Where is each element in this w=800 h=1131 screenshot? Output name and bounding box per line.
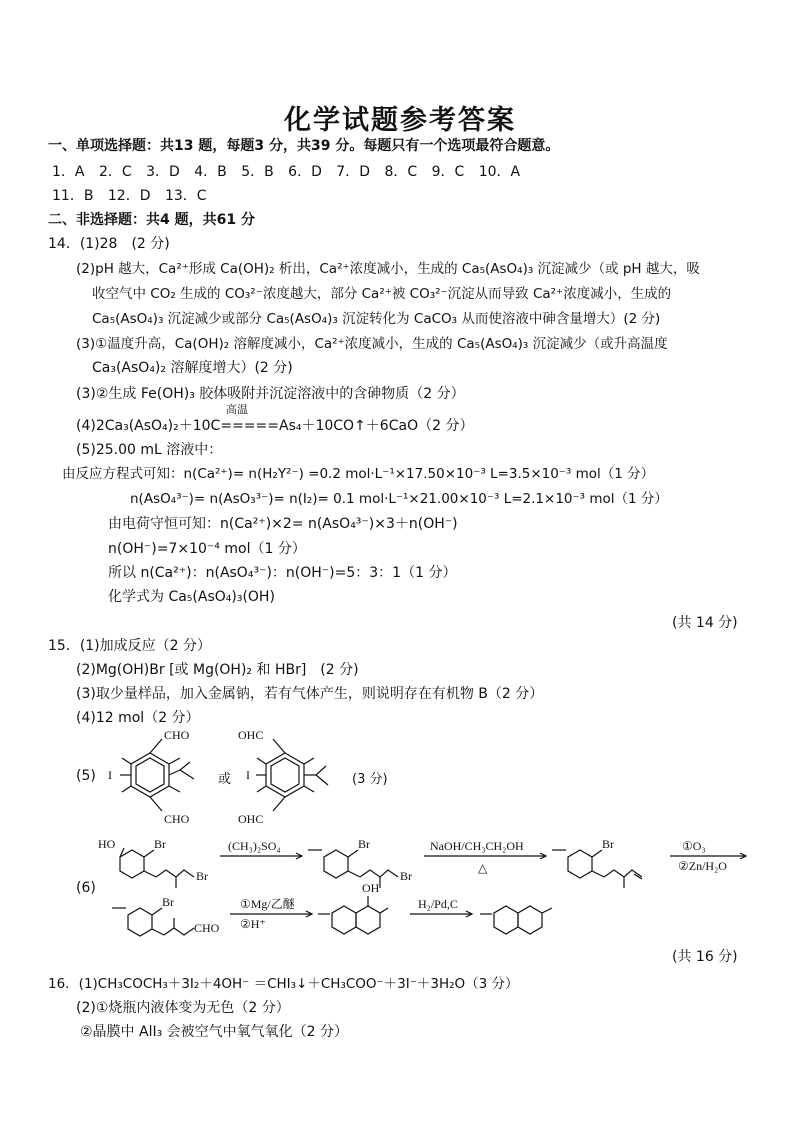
q14-line-13: n(OH⁻)=7×10⁻⁴ mol（1 分） — [108, 541, 306, 557]
br-4: Br — [400, 869, 412, 883]
cho-top: CHO — [164, 728, 190, 742]
q16-line-2: (2)①烧瓶内液体变为无色（2 分） — [76, 1000, 290, 1016]
answer-11: 11．B — [52, 188, 94, 204]
q15-total: (共 16 分) — [672, 949, 738, 965]
reagent-4-top: ①Mg/乙醚 — [240, 897, 295, 911]
reagent-4-bottom: ②H⁺ — [240, 917, 266, 931]
reagent-3-top: ①O₃ — [682, 839, 706, 853]
answer-10: 10．A — [478, 164, 521, 180]
q15-part5-structures — [90, 725, 410, 830]
answer-12: 12．D — [107, 188, 151, 204]
route-row-1 — [98, 837, 746, 888]
q16-line-1: 16．(1)CH₃COCH₃＋3I₂＋4OH⁻ ＝CHI₃↓＋CH₃COO⁻＋3I⁻＋3H₂O（3 分） — [48, 976, 519, 992]
page-title: 化学试题参考答案 — [284, 105, 516, 136]
or-text: 或 — [218, 772, 232, 787]
structure-a — [108, 728, 194, 826]
iodo-b: I — [246, 768, 250, 782]
br-3: Br — [358, 837, 370, 851]
q14-line-1: 14．(1)28 (2 分) — [48, 236, 170, 252]
q15-part5-score: (3 分) — [352, 772, 388, 787]
cho-6: CHO — [194, 921, 220, 935]
br-2: Br — [196, 869, 208, 883]
reagent-1: (CH₃)₂SO₄ — [228, 839, 281, 853]
q15-part6-route — [90, 830, 770, 945]
ohc-top: OHC — [238, 728, 264, 742]
q14-condition-high-temp: 高温 — [226, 403, 248, 416]
answer-1: 1．A — [52, 164, 85, 180]
answer-3: 3．D — [146, 164, 180, 180]
q14-line-9: (5)25.00 mL 溶液中： — [76, 442, 223, 458]
q15-part5-label: (5) — [76, 768, 96, 784]
q14-line-10: 由反应方程式可知：n(Ca²⁺)= n(H₂Y²⁻) =0.2 mol·L⁻¹×17.50×10⁻³ L=3.5×10⁻³ mol（1 分） — [62, 466, 655, 482]
answer-5: 5．B — [241, 164, 274, 180]
br-1: Br — [154, 837, 166, 851]
q14-line-12: 由电荷守恒可知：n(Ca²⁺)×2= n(AsO₄³⁻)×3＋n(OH⁻) — [108, 516, 458, 532]
structure-b — [238, 728, 328, 826]
reagent-2-top: NaOH/CH₃CH₂OH — [430, 839, 524, 853]
q14-line-8: (4)2Ca₃(AsO₄)₂＋10C=====As₄＋10CO↑＋6CaO（2 分） — [76, 418, 474, 434]
q14-total: (共 14 分) — [672, 615, 738, 631]
q15-line-4: (4)12 mol（2 分） — [76, 710, 200, 726]
section1-heading: 一、单项选择题：共13 题，每题3 分，共39 分。每题只有一个选项最符合题意。 — [48, 138, 560, 154]
cho-bottom: CHO — [164, 812, 190, 826]
q16-line-3: ②晶膜中 AlI₃ 会被空气中氧气氧化（2 分） — [80, 1024, 349, 1040]
answer-9: 9．C — [431, 164, 465, 180]
q14-line-6: Ca₃(AsO₄)₂ 溶解度增大）(2 分) — [92, 360, 293, 376]
ohc-bottom: OHC — [238, 812, 264, 826]
reagent-5-top: H₂/Pd,C — [418, 897, 458, 911]
q14-line-11: n(AsO₄³⁻)= n(AsO₃³⁻)= n(I₂)= 0.1 mol·L⁻¹×21.00×10⁻³ L=2.1×10⁻³ mol（1 分） — [130, 491, 668, 507]
q14-line-7: (3)②生成 Fe(OH)₃ 胶体吸附并沉淀溶液中的含砷物质（2 分） — [76, 386, 465, 402]
answers-row-2 — [52, 186, 217, 206]
answer-8: 8．C — [384, 164, 418, 180]
answer-2: 2．C — [98, 164, 132, 180]
q15-line-3: (3)取少量样品，加入金属钠，若有气体产生，则说明存在有机物 B（2 分） — [76, 686, 544, 702]
q15-part6-label: (6) — [76, 880, 96, 896]
iodo-a: I — [108, 768, 112, 782]
q14-line-3: 收空气中 CO₂ 生成的 CO₃²⁻浓度越大，部分 Ca²⁺被 CO₃²⁻沉淀从而导致 Ca²⁺浓度减小，生成的 — [92, 286, 672, 302]
q14-line-2: (2)pH 越大，Ca²⁺形成 Ca(OH)₂ 析出，Ca²⁺浓度减小，生成的 Ca₅(AsO₄)₃ 沉淀减少（或 pH 越大，吸 — [76, 261, 700, 277]
reagent-2-bottom: △ — [478, 861, 488, 875]
answer-4: 4．B — [194, 164, 227, 180]
q14-line-14: 所以 n(Ca²⁺)：n(AsO₄³⁻)：n(OH⁻)=5：3：1（1 分） — [108, 565, 457, 581]
answers-row-1 — [52, 162, 530, 182]
q14-line-15: 化学式为 Ca₅(AsO₄)₃(OH) — [108, 589, 275, 605]
q15-line-1: 15．(1)加成反应（2 分） — [48, 638, 212, 654]
reagent-3-bottom: ②Zn/H₂O — [678, 859, 727, 873]
q14-line-4: Ca₅(AsO₄)₃ 沉淀减少或部分 Ca₅(AsO₄)₃ 沉淀转化为 CaCO₃ 从而使溶液中砷含量增大）(2 分) — [92, 311, 661, 327]
answer-7: 7．D — [336, 164, 370, 180]
ho-label: HO — [98, 837, 116, 851]
section2-heading: 二、非选择题：共4 题，共61 分 — [48, 212, 255, 228]
q14-line-5: (3)①温度升高，Ca(OH)₂ 溶解度减小，Ca²⁺浓度减小，生成的 Ca₅(AsO₄)₃ 沉淀减少（或升高温度 — [76, 336, 668, 352]
answer-13: 13．C — [164, 188, 207, 204]
q15-line-2: (2)Mg(OH)Br [或 Mg(OH)₂ 和 HBr] (2 分) — [76, 662, 359, 678]
br-5: Br — [602, 837, 614, 851]
br-6: Br — [162, 895, 174, 909]
oh-label: OH — [362, 881, 380, 895]
answer-6: 6．D — [288, 164, 322, 180]
route-row-2 — [112, 881, 552, 936]
